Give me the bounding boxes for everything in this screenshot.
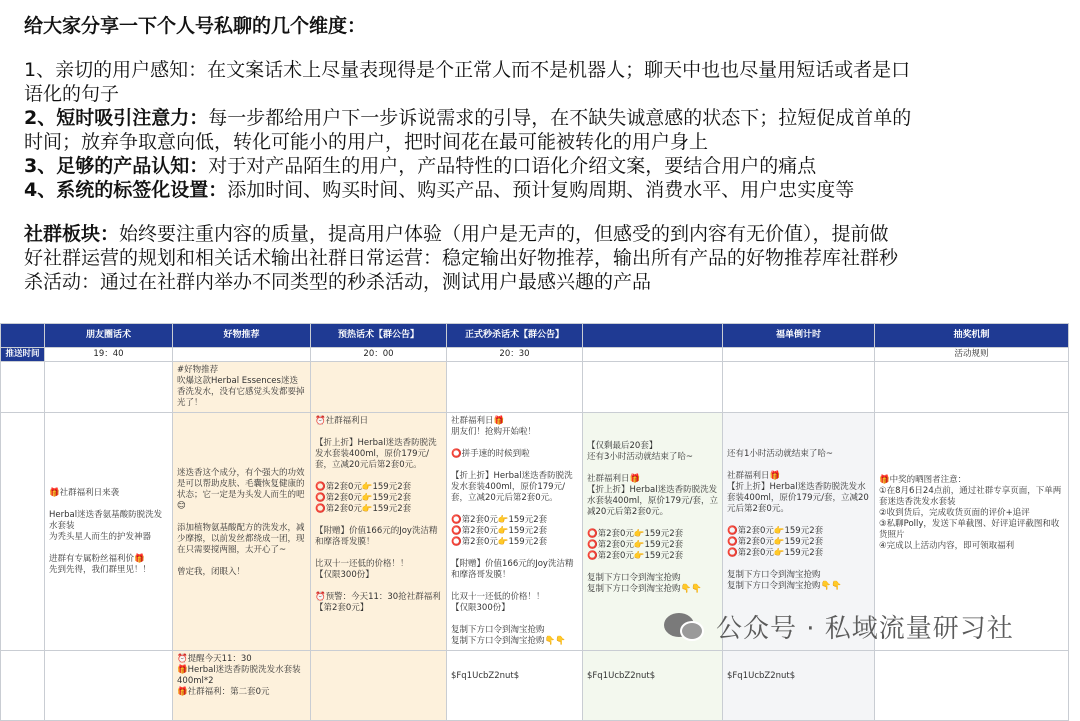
item-3-line bbox=[24, 154, 1080, 178]
row3-blank-code: $Fq1UcbZ2nut$ bbox=[587, 671, 656, 681]
item-3-label: 3、足够的产品认知： bbox=[24, 155, 209, 177]
row2-flash-sale-text: 社群福利日🎁 朋友们！抢购开始啦！ ⭕拼手速的时候到啦 【折上折】Herbal迷迭香防脱洗发水套装400ml，原价179元/套，立减20元后第2套0元。 ⭕第2套0元👉159元2套 ⭕第2套0元👉159元2套 ⭕第2套0元👉159元2套 【附赠】价值166元的Joy洗洁精和摩洛哥发膜！ 比双十一还低的价格！！ 【仅限300份】 复制下方口令到淘宝抢购 复制下方口令到淘宝抢购👇👇 bbox=[451, 416, 574, 646]
row3-moments bbox=[45, 651, 173, 721]
row2-recommend bbox=[173, 413, 311, 651]
row2-countdown-text: 还有1小时活动就结束了哈~ 社群福利日🎁 【折上折】Herbal迷迭香防脱洗发水套装400ml，原价179元/套，立减20元后第2套0元。 ⭕第2套0元👉159元2套 ⭕第2套0元👉159元2套 ⭕第2套0元👉159元2套 复制下方口令到淘宝抢购 复制下方口令到淘宝抢购👇👇 bbox=[727, 449, 869, 591]
wechat-official-account-icon bbox=[664, 609, 706, 643]
community-line-1 bbox=[24, 222, 1080, 246]
row1-warmup bbox=[311, 362, 447, 413]
item-2-text-b: 时间；放弃争取意向低，转化可能小的用户，把时间花在最可能被转化的用户身上 bbox=[24, 131, 709, 153]
table-row bbox=[1, 362, 1069, 413]
row3-rules bbox=[875, 651, 1069, 721]
item-2-line-2 bbox=[24, 130, 1080, 154]
row1-countdown bbox=[723, 362, 875, 413]
header-warmup-script: 预热话术【群公告】 bbox=[311, 324, 447, 348]
item-2-text-a: 每一步都给用户下一步诉说需求的引导，在不缺失诚意感的状态下；拉短促成首单的 bbox=[208, 107, 912, 129]
item-4-line bbox=[24, 178, 1080, 202]
campaign-table bbox=[0, 323, 1069, 721]
row2-blank-text: 【仅剩最后20套】 还有3小时活动就结束了哈~ 社群福利日🎁 【折上折】Herbal迷迭香防脱洗发水套装400ml，原价179元/套，立减20元后第2套0元。 ⭕第2套0元👉159元2套 ⭕第2套0元👉159元2套 ⭕第2套0元👉159元2套 复制下方口令到淘宝抢购 复制下方口令到淘宝抢购👇👇 bbox=[587, 441, 718, 594]
row2-flash-sale bbox=[447, 413, 583, 651]
item-3-text: 对于对产品陌生的用户，产品特性的口语化介绍文案，要结合用户的痛点 bbox=[208, 155, 817, 177]
community-line-2 bbox=[24, 246, 1080, 270]
header-flash-sale-script: 正式秒杀话术【群公告】 bbox=[447, 324, 583, 348]
item-2-label: 2、短时吸引注意力： bbox=[24, 107, 209, 129]
time-moments: 19：40 bbox=[45, 348, 173, 362]
item-1-line-2 bbox=[24, 82, 1080, 106]
row3-countdown bbox=[723, 651, 875, 721]
time-flash-sale: 20：30 bbox=[447, 348, 583, 362]
header-product-recommend: 好物推荐 bbox=[173, 324, 311, 348]
item-4-label: 4、系统的标签化设置： bbox=[24, 179, 228, 201]
row3-warmup bbox=[311, 651, 447, 721]
header-lottery-rules: 抽奖机制 bbox=[875, 324, 1069, 348]
row3-countdown-code: $Fq1UcbZ2nut$ bbox=[727, 671, 796, 681]
community-label: 社群板块： bbox=[24, 223, 120, 245]
watermark bbox=[664, 604, 1014, 648]
row3-recommend bbox=[173, 651, 311, 721]
time-warmup: 20：00 bbox=[311, 348, 447, 362]
row1-label bbox=[1, 362, 45, 413]
row2-warmup-text: ⏰社群福利日 【折上折】Herbal迷迭香防脱洗发水套装400ml，原价179元/套，立减20元后第2套0元。 ⭕第2套0元👉159元2套 ⭕第2套0元👉159元2套 ⭕第2套0元👉159元2套 【附赠】价值166元的Joy洗洁精和摩洛哥发膜！ 比双十一还低的价格！！ 【仅限300份】 ⏰预警：今天11：30抢社群福利【第2套0元】 bbox=[315, 416, 441, 613]
time-blank bbox=[583, 348, 723, 362]
item-1-line-1 bbox=[24, 58, 1080, 82]
article-text bbox=[24, 14, 1080, 294]
time-rules: 活动规则 bbox=[875, 348, 1069, 362]
row3-recommend-text: ⏰提醒今天11：30 🎁Herbal迷迭香防脱洗发水套装400ml*2 🎁社群福利：第二套0元 bbox=[177, 654, 301, 697]
community-section bbox=[24, 222, 1080, 294]
watermark-text: 公众号 · 私域流量研习社 bbox=[716, 613, 1014, 644]
row3-blank bbox=[583, 651, 723, 721]
row2-warmup bbox=[311, 413, 447, 651]
row1-recommend-text: #好物推荐 吹爆这款Herbal Essences迷迭香洗发水，没有它感觉头发都要掉光了！ bbox=[177, 365, 305, 408]
header-blank bbox=[583, 324, 723, 348]
row1-blank bbox=[583, 362, 723, 413]
time-row bbox=[1, 348, 1069, 362]
community-text-b: 好社群运营的规划和相关话术输出社群日常运营：稳定输出好物推荐，输出所有产品的好物推荐库社群秒 bbox=[24, 247, 899, 269]
section-heading: 给大家分享一下个人号私聊的几个维度： bbox=[24, 15, 367, 37]
item-1-text-a: 1、亲切的用户感知：在文案话术上尽量表现得是个正常人而不是机器人；聊天中也也尽量用短话或者是口 bbox=[24, 59, 911, 81]
row2-label bbox=[1, 413, 45, 651]
header-row bbox=[1, 324, 1069, 348]
row2-rules-text: 🎁中奖的晒图者注意： ①在8月6日24点前，通过社群专享页面，下单两套迷迭香洗发水套装 ②收到货后，完成收货页面的评价+追评 ③私聊Polly，发送下单截图、好评追评截图和收货照片 ④完成以上活动内容，即可领取福利 bbox=[879, 475, 1062, 551]
push-time-label: 推送时间 bbox=[1, 348, 45, 362]
item-2-line-1 bbox=[24, 106, 1080, 130]
time-recommend bbox=[173, 348, 311, 362]
table-row bbox=[1, 651, 1069, 721]
row2-moments-text: 🎁社群福利日来袭 Herbal迷迭香氨基酸防脱洗发水套装 为秃头星人而生的护发神器 进群有专属粉丝福利价🎁 先到先得，我们群里见！！ bbox=[49, 487, 163, 575]
row3-flash-sale bbox=[447, 651, 583, 721]
header-moments-script: 朋友圈话术 bbox=[45, 324, 173, 348]
row2-moments bbox=[45, 413, 173, 651]
row3-flash-sale-code: $Fq1UcbZ2nut$ bbox=[451, 671, 520, 681]
item-1-text-b: 语化的句子 bbox=[24, 83, 120, 105]
time-countdown bbox=[723, 348, 875, 362]
community-text-c: 杀活动：通过在社群内举办不同类型的秒杀活动，测试用户最感兴趣的产品 bbox=[24, 271, 652, 293]
row1-flash-sale bbox=[447, 362, 583, 413]
row1-recommend bbox=[173, 362, 311, 413]
community-text-a: 始终要注重内容的质量，提高用户体验（用户是无声的，但感受的到内容有无价值），提前做 bbox=[119, 223, 889, 245]
row3-label bbox=[1, 651, 45, 721]
row2-recommend-text: 迷迭香这个成分，有个强大的功效是可以帮助皮肤、毛囊恢复健康的状态；它一定是为头发人而生的吧😊 添加植物氨基酸配方的洗发水，减少摩擦，以前发丝都绕成一团，现在只需要搅两圈，太开心了~ 曾定我，闭眼入！ bbox=[177, 468, 305, 577]
row1-rules bbox=[875, 362, 1069, 413]
row1-moments bbox=[45, 362, 173, 413]
header-countdown: 福单倒计时 bbox=[723, 324, 875, 348]
header-corner bbox=[1, 324, 45, 348]
community-line-3 bbox=[24, 270, 1080, 294]
item-4-text: 添加时间、购买时间、购买产品、预计复购周期、消费水平、用户忠实度等 bbox=[227, 179, 855, 201]
